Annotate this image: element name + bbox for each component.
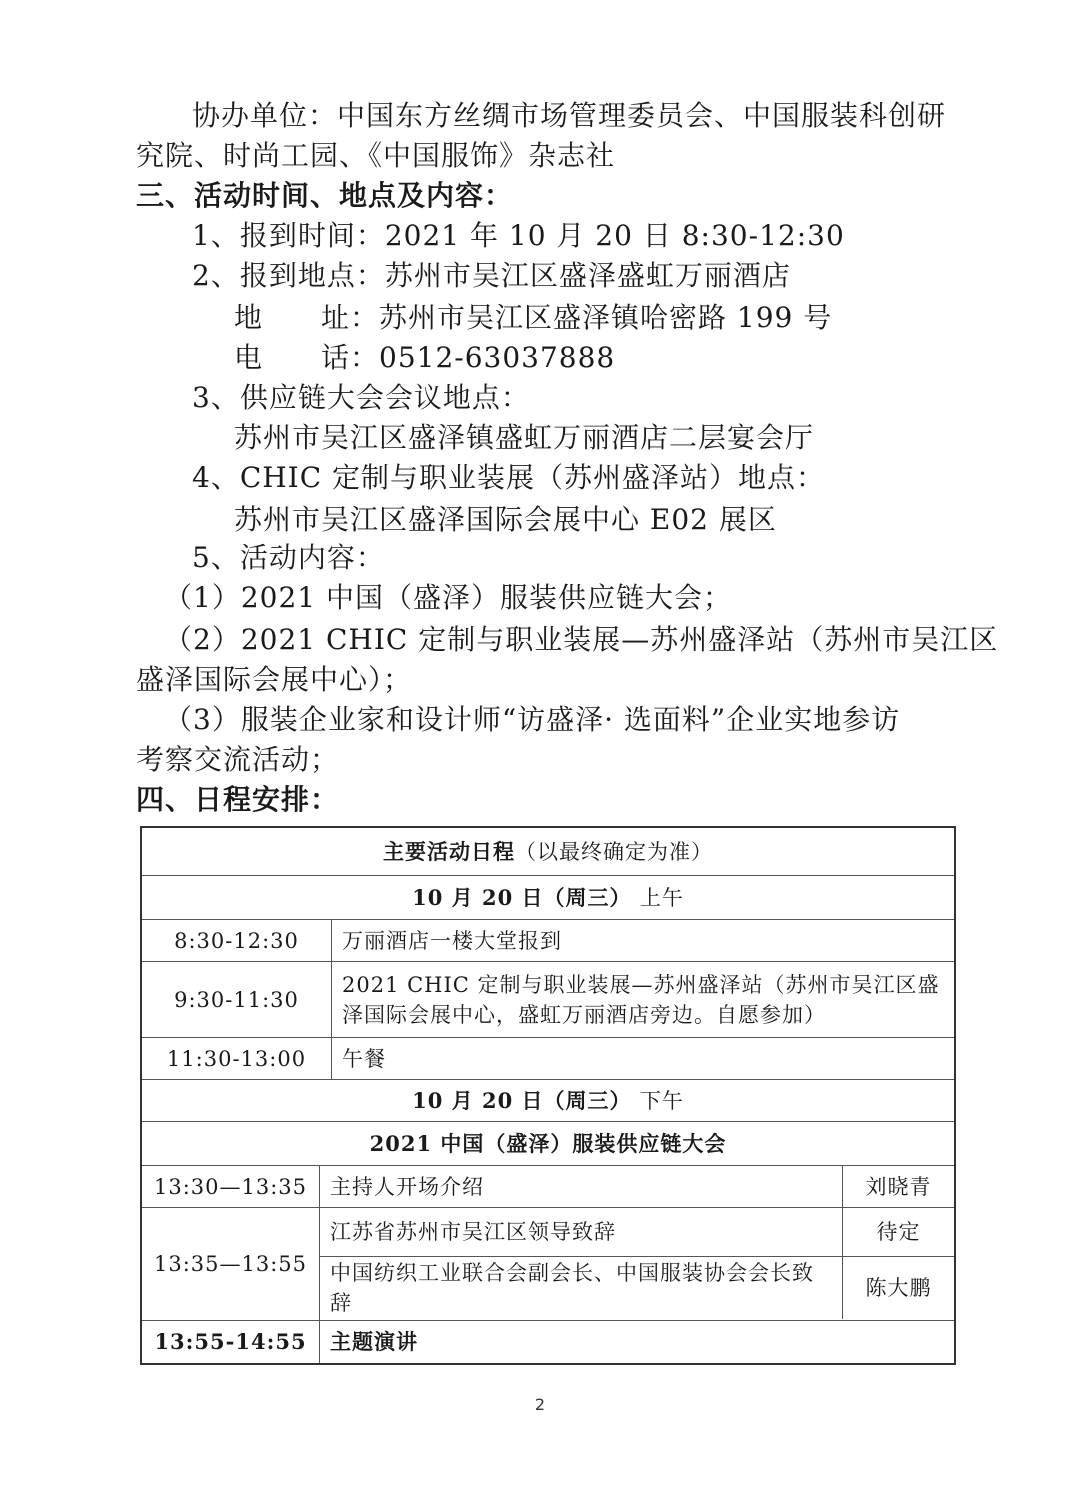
- desc-cell: 2021 CHIC 定制与职业装展—苏州盛泽站（苏州市吴江区盛泽国际会展中心，盛虹万丽酒店旁边。自愿参加）: [342, 972, 940, 1027]
- time-cell: 11:30-13:00: [142, 1038, 332, 1079]
- desc-cell: 主持人开场介绍: [330, 1174, 484, 1199]
- phone: 电 话：0512-63037888: [234, 341, 616, 374]
- schedule-title-row: [142, 828, 954, 876]
- page-number: 2: [534, 1395, 546, 1414]
- morning-suffix: 上午: [639, 885, 684, 910]
- morning-date: 10 月 20 日（周三）: [412, 884, 632, 910]
- table-row: [142, 1166, 954, 1208]
- section3-heading: 三、活动时间、地点及内容：: [136, 179, 514, 212]
- co-organizer-line-1: 协办单位：中国东方丝绸市场管理委员会、中国服装科创研: [192, 99, 947, 132]
- speaker-cell: 刘晓青: [842, 1166, 954, 1207]
- table-row: [142, 1321, 954, 1363]
- table-row: [142, 962, 954, 1038]
- desc-cell: 万丽酒店一楼大堂报到: [342, 928, 562, 953]
- afternoon-date: 10 月 20 日（周三）: [412, 1087, 632, 1113]
- schedule-title-note: （以最终确定为准）: [515, 839, 713, 864]
- content-item-3-line-1: （3）服装企业家和设计师“访盛泽· 选面料”企业实地参访: [164, 703, 901, 736]
- checkin-time: 1、报到时间：2021 年 10 月 20 日 8:30-12:30: [192, 219, 845, 252]
- table-row: [142, 920, 954, 962]
- time-cell: 13:35—13:55: [142, 1208, 320, 1320]
- expo-venue-label: 4、CHIC 定制与职业装展（苏州盛泽站）地点：: [192, 461, 826, 494]
- table-row-group: [142, 1208, 954, 1321]
- checkin-place: 2、报到地点：苏州市吴江区盛泽盛虹万丽酒店: [192, 259, 791, 292]
- content-item-2-line-2: 盛泽国际会展中心）；: [136, 663, 413, 696]
- afternoon-header-row: [142, 1080, 954, 1122]
- afternoon-suffix: 下午: [639, 1088, 684, 1113]
- co-organizer-line-2: 究院、时尚工园、《中国服饰》杂志社: [136, 139, 616, 172]
- speaker-cell: 待定: [842, 1208, 954, 1256]
- desc-cell: 江苏省苏州市吴江区领导致辞: [330, 1220, 616, 1244]
- time-cell: 8:30-12:30: [142, 920, 332, 961]
- table-row: [142, 1038, 954, 1080]
- time-cell: 13:55-14:55: [142, 1321, 320, 1363]
- time-cell: 13:30—13:35: [142, 1166, 320, 1207]
- schedule-table: [140, 826, 956, 1365]
- content-item-3-line-2: 考察交流活动；: [136, 743, 340, 776]
- expo-venue: 苏州市吴江区盛泽国际会展中心 E02 展区: [234, 503, 777, 536]
- afternoon-header-cell: [142, 1080, 954, 1121]
- content-label: 5、活动内容：: [192, 541, 385, 574]
- desc-cell: 主题演讲: [330, 1329, 418, 1354]
- time-cell: 9:30-11:30: [142, 962, 332, 1037]
- desc-cell: 中国纺织工业联合会副会长、中国服装协会会长致辞: [330, 1261, 814, 1315]
- address: 地 址：苏州市吴江区盛泽镇哈密路 199 号: [234, 301, 833, 334]
- conference-title: 2021 中国（盛泽）服装供应链大会: [369, 1130, 727, 1156]
- conference-venue-label: 3、供应链大会会议地点：: [192, 381, 530, 414]
- morning-header-row: [142, 876, 954, 920]
- speaker-cell: 陈大鹏: [842, 1257, 954, 1319]
- table-row: [320, 1208, 954, 1256]
- morning-header-cell: [142, 876, 954, 919]
- content-item-2-line-1: （2）2021 CHIC 定制与职业装展—苏州盛泽站（苏州市吴江区: [164, 623, 999, 656]
- sub-rows: [320, 1208, 954, 1320]
- content-item-1: （1）2021 中国（盛泽）服装供应链大会；: [164, 581, 732, 614]
- conference-title-row: [142, 1122, 954, 1166]
- table-row: [320, 1256, 954, 1319]
- desc-cell: 午餐: [342, 1046, 386, 1071]
- schedule-title-cell: [142, 828, 954, 875]
- conference-venue: 苏州市吴江区盛泽镇盛虹万丽酒店二层宴会厅: [234, 421, 815, 454]
- schedule-title: 主要活动日程: [383, 838, 515, 864]
- section4-heading: 四、日程安排：: [136, 783, 340, 816]
